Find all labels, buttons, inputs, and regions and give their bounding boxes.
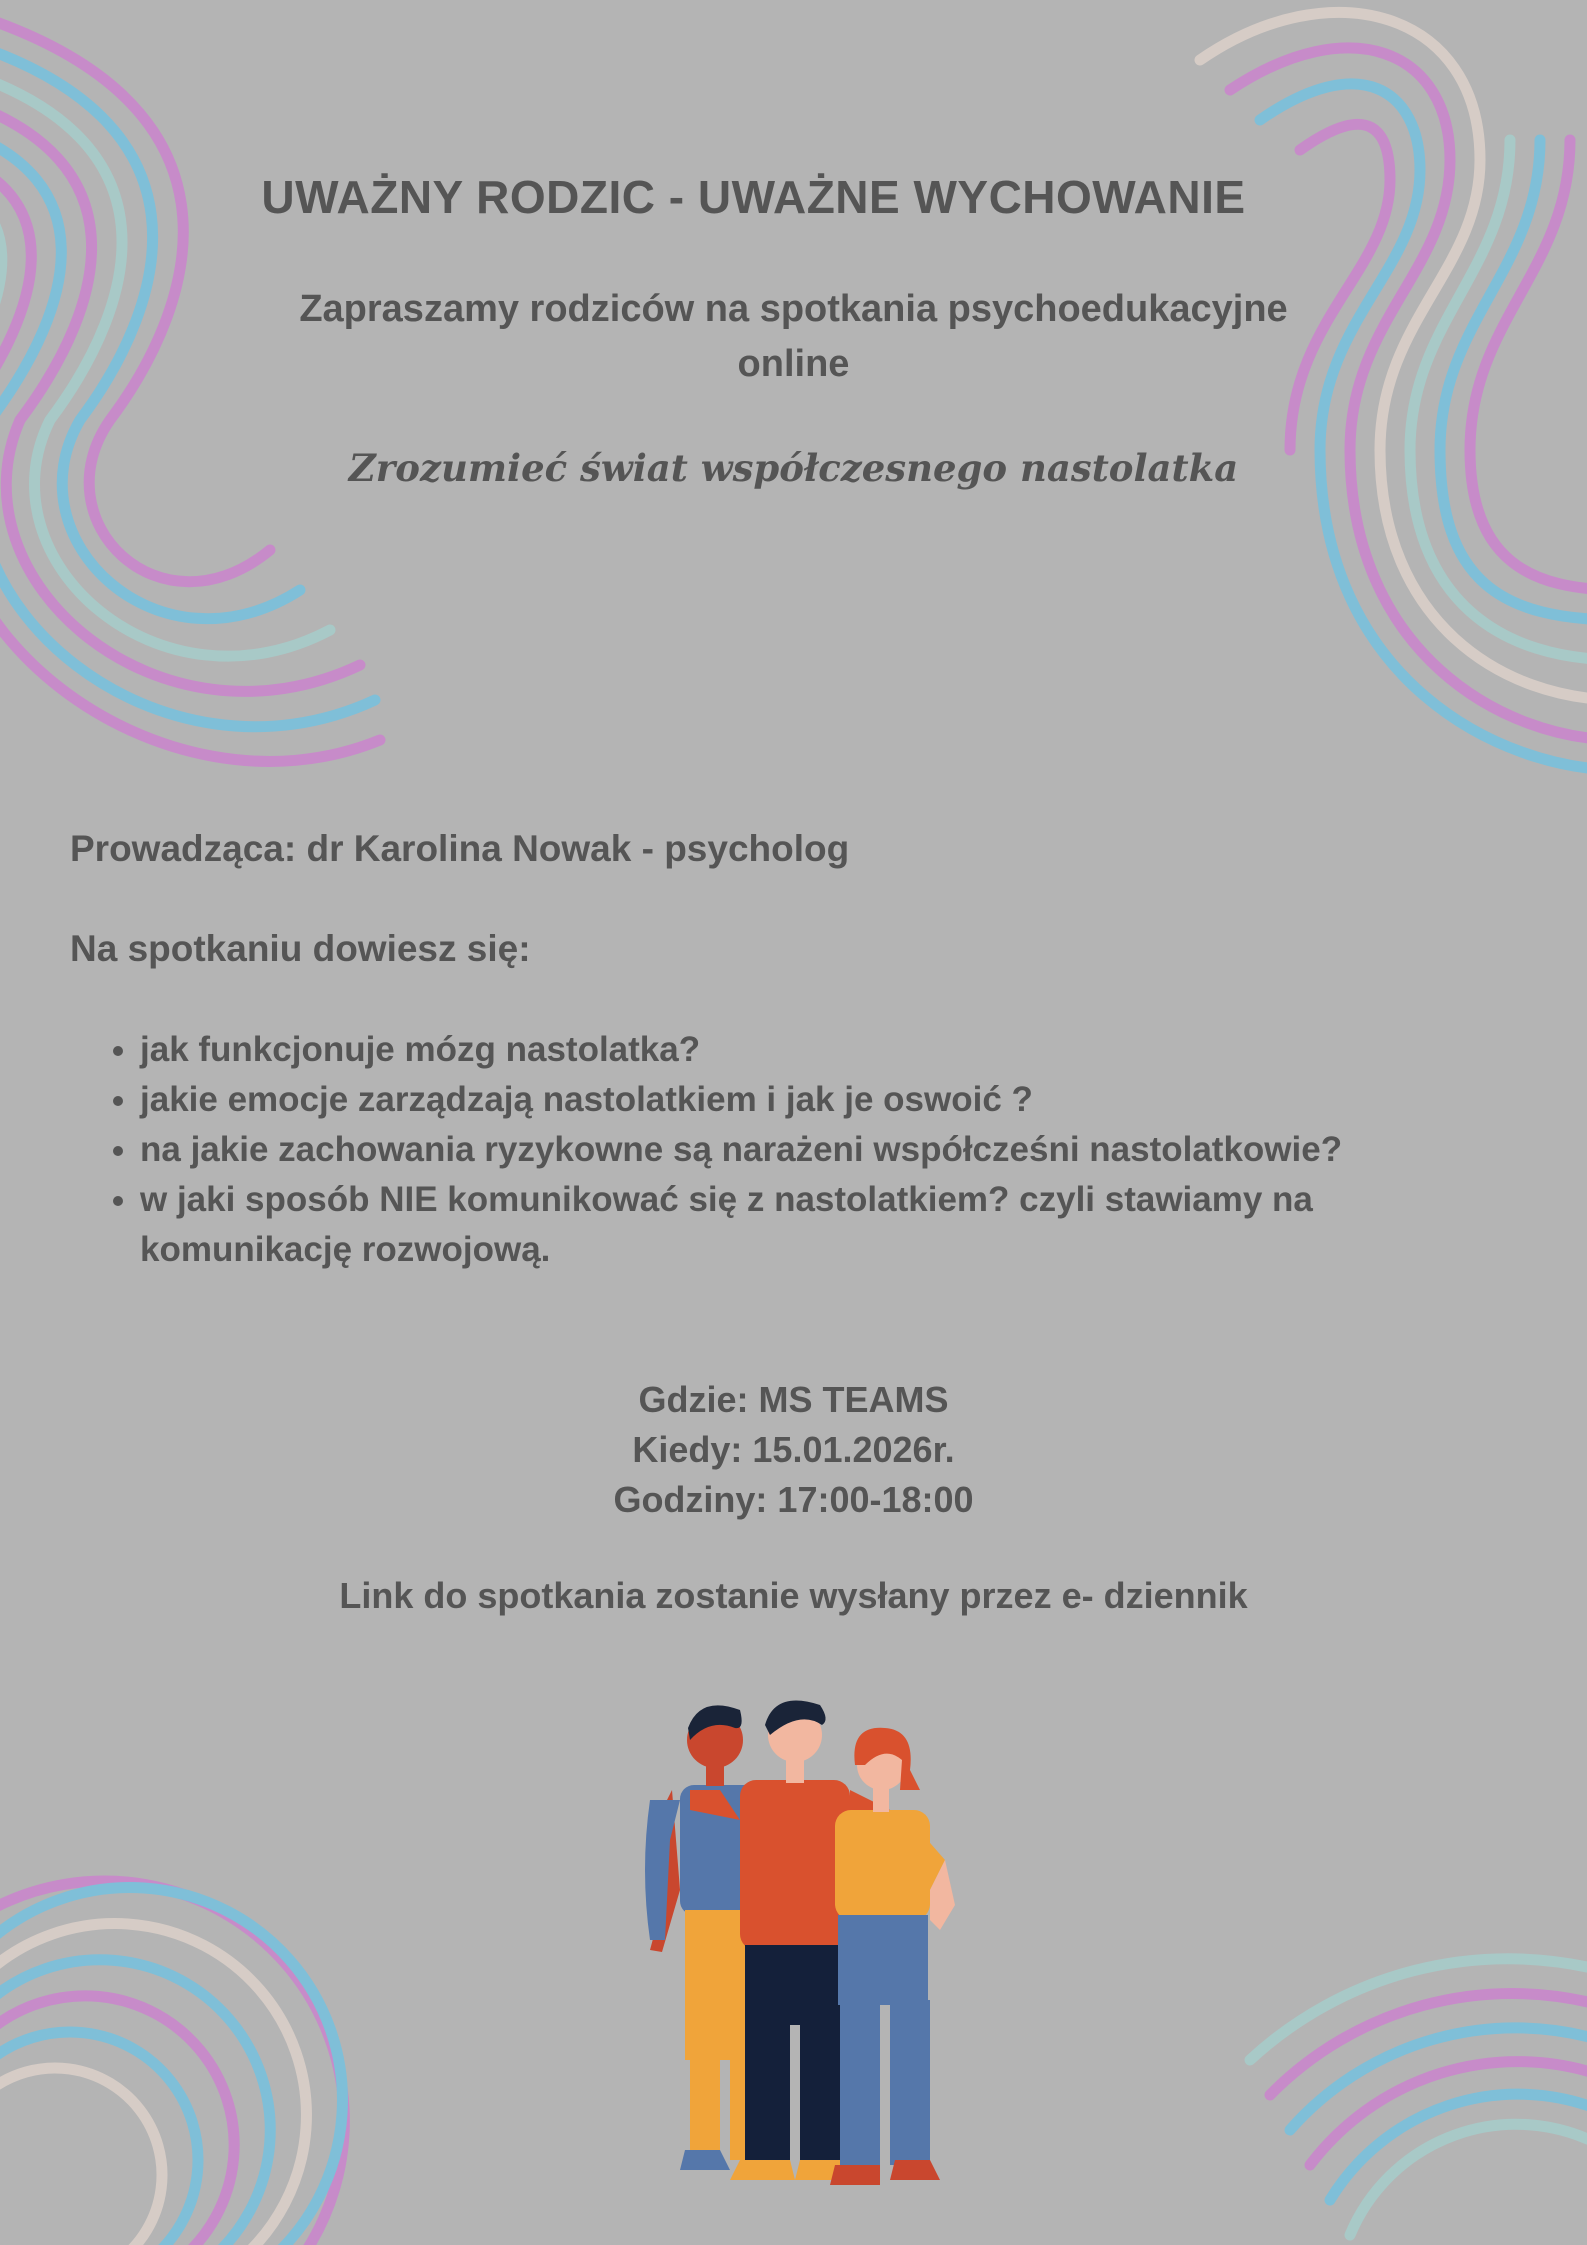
topic-item: • na jakie zachowania ryzykowne są narażeni współcześni nastolatkowie?: [140, 1125, 1530, 1175]
event-info: [0, 1375, 1587, 1525]
event-where: Gdzie: MS TEAMS: [638, 1379, 949, 1420]
subtitle-line-2: online: [737, 343, 850, 385]
three-people-illustration: [610, 1690, 980, 2200]
link-note: Link do spotkania zostanie wysłany przez e- dziennik: [339, 1575, 1248, 1616]
poster-title: UWAŻNY RODZIC - UWAŻNE WYCHOWANIE: [261, 171, 1246, 223]
topics-intro: Na spotkaniu dowiesz się:: [70, 928, 531, 969]
arcs-bottom-left: [0, 1881, 344, 2245]
topic-item: • w jaki sposób NIE komunikować się z nastolatkiem? czyli stawiamy na komunikację rozwojową.: [140, 1175, 1530, 1275]
topic-item: • jakie emocje zarządzają nastolatkiem i jak je oswoić ?: [140, 1075, 1530, 1125]
event-hours: Godziny: 17:00-18:00: [613, 1479, 974, 1520]
topics-list: [70, 1025, 1530, 1275]
poster-subtitle: [0, 282, 1587, 392]
host-line: Prowadząca: dr Karolina Nowak - psycholog: [70, 828, 850, 869]
subtitle-line-1: Zapraszamy rodziców na spotkania psychoedukacyjne: [299, 288, 1288, 330]
arcs-bottom-right: [1250, 1959, 1587, 2235]
topic-item: • jak funkcjonuje mózg nastolatka?: [140, 1025, 1530, 1075]
event-when: Kiedy: 15.01.2026r.: [632, 1429, 955, 1470]
poster-tagline: Zrozumieć świat współczesnego nastolatka: [348, 446, 1239, 490]
